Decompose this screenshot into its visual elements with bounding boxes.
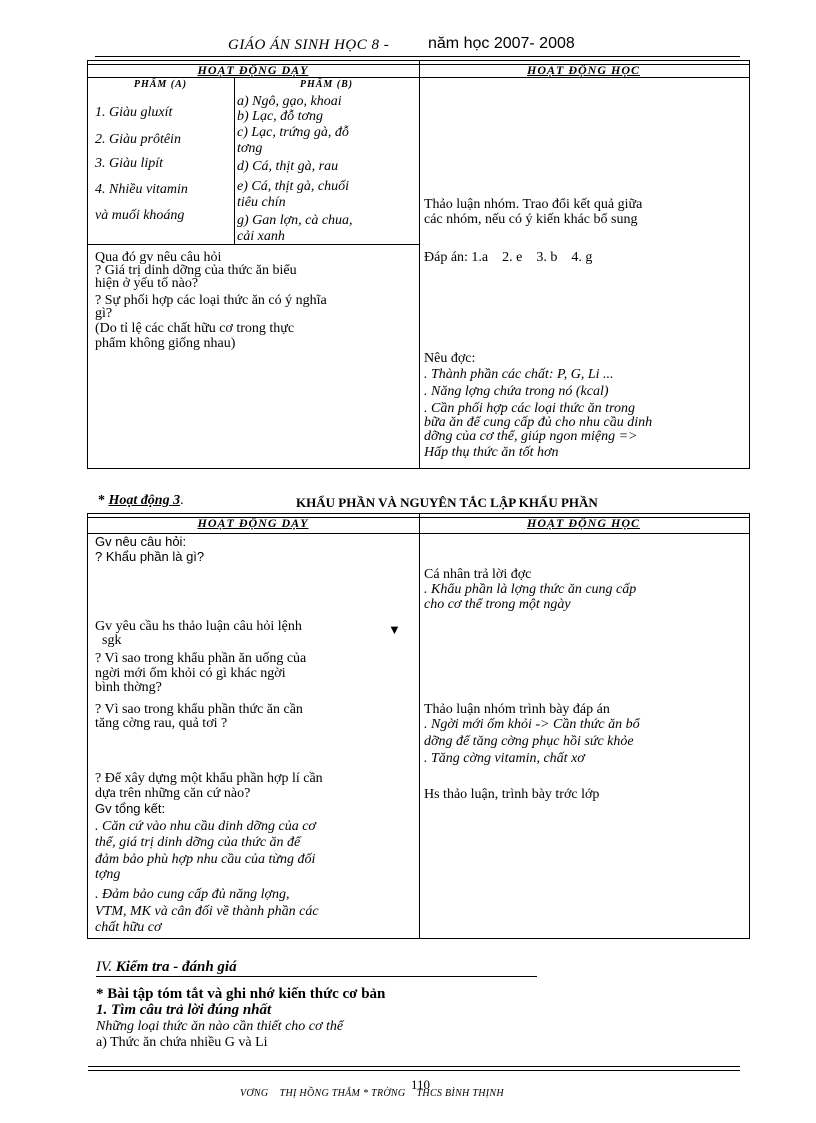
table-2-l4-3: Gv tổng kết: xyxy=(95,801,166,816)
table-2-l1-2: ? Khẩu phần là gì? xyxy=(95,549,205,564)
food-group-a-5: và muối khoáng xyxy=(95,208,185,223)
activity-3-star: * xyxy=(98,493,109,508)
table-2-col-right-heading: HOẠT ĐỘNG HỌC xyxy=(526,516,640,530)
table-2-l4-it-4: tợng xyxy=(95,867,121,882)
header-rule xyxy=(95,56,740,57)
table-1-left-bottom-2: ? Giá trị dinh dỡng của thức ăn biểu xyxy=(95,263,297,278)
table-2-l3-2: ngời mới ốm khỏi có gì khác ngời xyxy=(95,666,286,681)
table-2-r1-it-2: cho cơ thể trong một ngày xyxy=(424,597,571,612)
section-4-line-4: a) Thức ăn chứa nhiều G và Li xyxy=(96,1035,268,1050)
section-4-number: IV. xyxy=(96,959,116,975)
activity-3-dot: . xyxy=(180,493,184,508)
section-4-line-3: Những loại thức ăn nào cần thiết cho cơ thể xyxy=(96,1019,344,1034)
section-4-heading xyxy=(96,959,237,976)
table-1-right-bottom-4: bữa ăn để cung cấp đủ cho nhu cầu dinh xyxy=(424,415,653,430)
table-2-l2-2: sgk xyxy=(95,633,122,648)
table-2-l3-1: ? Vì sao trong khẩu phần ăn uống của xyxy=(95,651,307,666)
table-1-right-bottom-1: . Thành phần các chất: P, G, Li ... xyxy=(424,367,614,382)
header-year: năm học 2007- 2008 xyxy=(428,35,575,52)
table-2-r1: Cá nhân trả lời đợc xyxy=(424,567,532,582)
table-1-right-top-2: các nhóm, nếu có ý kiến khác bổ sung xyxy=(424,212,638,227)
table-2-l1-1: Gv nêu câu hỏi: xyxy=(95,534,187,549)
footer-rule-bottom xyxy=(88,1070,740,1071)
table-2-l4-it-1: . Căn cứ vào nhu cầu dinh dỡng của cơ xyxy=(95,819,316,834)
food-group-b-6: e) Cá, thịt gà, chuối xyxy=(237,179,349,194)
food-group-a-4: 4. Nhiều vitamin xyxy=(95,182,188,197)
table-2-r3-it-3: . Tăng cờng vitamin, chất xơ xyxy=(424,751,585,766)
table-1-right-bottom-3: . Cần phối hợp các loại thức ăn trong xyxy=(424,401,635,416)
table-2-l4-it-2: thể, giá trị dinh dỡng của thức ăn để xyxy=(95,835,301,850)
food-group-a-1: 1. Giàu gluxít xyxy=(95,105,173,120)
food-group-a-3: 3. Giàu lipít xyxy=(95,156,164,171)
table-1-sub-heading-b: PHẨM (B) xyxy=(299,79,354,90)
table-2-l4-it-3: đảm bảo phù hợp nhu cầu của từng đối xyxy=(95,852,316,867)
food-group-b-2: b) Lạc, đỗ tơng xyxy=(237,109,324,124)
table-2-r4: Hs thảo luận, trình bày trớc lớp xyxy=(424,787,600,802)
table-1-left-bottom-7: phẩm không giống nhau) xyxy=(95,336,236,351)
table-1-col-left-heading: HOẠT ĐỘNG DẠY xyxy=(197,63,309,77)
table-1-right-bottom-2: . Năng lợng chứa trong nó (kcal) xyxy=(424,384,609,399)
table-1-right-top-1: Thảo luận nhóm. Trao đổi kết quả giữa xyxy=(424,197,643,212)
food-group-b-3: c) Lạc, trứng gà, đỗ xyxy=(237,125,349,140)
table-1-left-bottom-6: (Do tỉ lệ các chất hữu cơ trong thực xyxy=(95,321,295,336)
footer-author: VƠNG THỊ HỒNG THẮM * TRỜNG THCS BÌNH THỊNH xyxy=(240,1088,504,1099)
table-1-left-bottom-4: ? Sự phối hợp các loại thức ăn có ý nghĩa xyxy=(95,293,327,308)
table-2-l4-1: ? Để xây dựng một khẩu phần hợp lí cần xyxy=(95,771,323,786)
table-1-col-divider xyxy=(419,60,420,468)
table-2-l3-5: tăng cờng rau, quả tơi ? xyxy=(95,716,228,731)
table-2-col-left-heading: HOẠT ĐỘNG DẠY xyxy=(197,516,309,530)
table-1-right-bottom-head: Nêu đợc: xyxy=(424,351,476,366)
section-4-line-2: 1. Tìm câu trả lời đúng nhất xyxy=(96,1002,272,1018)
table-1-inner-divider xyxy=(234,77,235,244)
table-2-l4-it-6: VTM, MK và cân đối về thành phần các xyxy=(95,904,319,919)
footer-rule-top xyxy=(88,1066,740,1067)
section-4-underline xyxy=(96,976,537,977)
table-2-l3-3: bình thờng? xyxy=(95,680,162,695)
table-2-r3-it-1: . Ngời mới ốm khỏi -> Cần thức ăn bổ xyxy=(424,717,640,732)
food-group-b-7: tiêu chín xyxy=(237,195,286,210)
table-1-col-right-heading: HOẠT ĐỘNG HỌC xyxy=(526,63,640,77)
food-group-b-5: d) Cá, thịt gà, rau xyxy=(237,159,339,174)
table-2-r3: Thảo luận nhóm trình bày đáp án xyxy=(424,702,610,717)
header-title: GIÁO ÁN SINH HỌC 8 - xyxy=(228,37,390,53)
food-group-a-2: 2. Giàu prôtêin xyxy=(95,132,181,147)
table-1-left-bottom-1: Qua đó gv nêu câu hỏi xyxy=(95,250,222,265)
activity-3-title: KHẨU PHẦN VÀ NGUYÊN TẮC LẬP KHẨU PHẦN xyxy=(296,495,598,510)
table-1-right-bottom-5: dỡng của cơ thể, giúp ngon miệng => xyxy=(424,429,638,444)
triangle-down-icon: ▼ xyxy=(388,622,401,637)
table-2-l2-1: Gv yêu cầu hs thảo luận câu hỏi lệnh xyxy=(95,619,302,634)
table-2-head-rule xyxy=(87,533,749,534)
table-2-r3-it-2: dỡng để tăng cờng phục hồi sức khỏe xyxy=(424,734,634,749)
table-1-left-bottom-3: hiện ở yếu tố nào? xyxy=(95,276,199,291)
table-1-answer: Đáp án: 1.a 2. e 3. b 4. g xyxy=(424,250,593,265)
table-2-l4-2: dựa trên những căn cứ nào? xyxy=(95,786,251,801)
table-2-l4-it-5: . Đảm bảo cung cấp đủ năng lợng, xyxy=(95,887,290,902)
table-1-left-bottom-5: gì? xyxy=(95,306,113,321)
table-2-l3-4: ? Vì sao trong khẩu phần thức ăn cần xyxy=(95,702,303,717)
food-group-b-1: a) Ngô, gạo, khoai xyxy=(237,94,342,109)
section-4-title: Kiểm tra - đánh giá xyxy=(115,959,237,975)
table-1-mid-rule xyxy=(87,244,419,245)
food-group-b-8: g) Gan lợn, cà chua, xyxy=(237,213,353,228)
section-4-line-1: * Bài tập tóm tắt và ghi nhớ kiến thức cơ bản xyxy=(96,986,386,1002)
food-group-b-4: tơng xyxy=(237,141,263,156)
table-1-sub-heading-a: PHẨM (A) xyxy=(133,79,188,90)
table-1-right-bottom-6: Hấp thụ thức ăn tốt hơn xyxy=(424,445,559,460)
table-2-col-divider xyxy=(419,513,420,938)
activity-3-label-row xyxy=(98,493,184,509)
table-2-r1-it-1: . Khẩu phần là lợng thức ăn cung cấp xyxy=(424,582,637,597)
food-group-b-9: cải xanh xyxy=(237,229,285,244)
activity-3-label: Hoạt động 3 xyxy=(108,493,181,508)
page-number: 110 xyxy=(411,1077,431,1092)
table-2-l4-it-7: chất hữu cơ xyxy=(95,920,162,935)
